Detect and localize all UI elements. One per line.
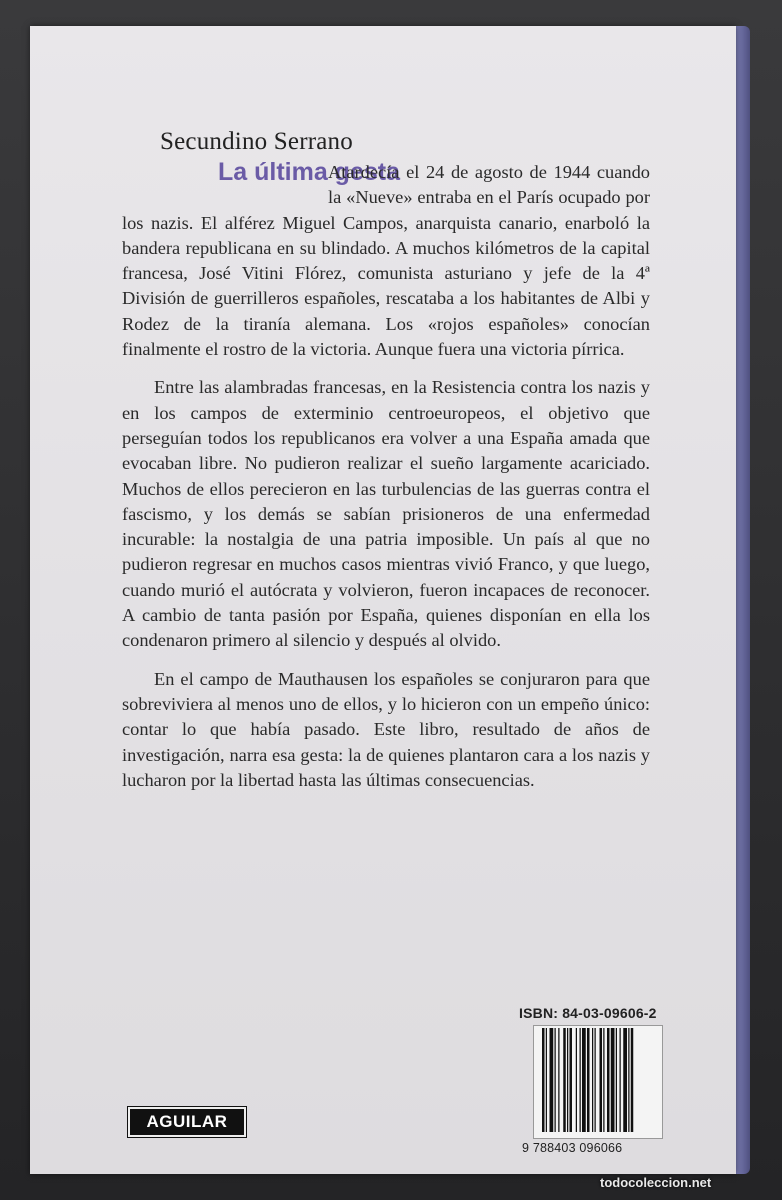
isbn-label: ISBN: 84-03-09606-2 — [519, 1005, 657, 1021]
author-name: Secundino Serrano — [160, 128, 353, 155]
synopsis-paragraph: En el campo de Mauthausen los españoles se conjuraron para que sobreviviera al menos uno de ellos, y lo hicieron con un empeño único: contar lo que había pasado. Este libro, resultado de años de investigación, narra esa gesta: la de quienes plantaron cara a los nazis y lucharon por la libertad hasta las últimas consecuencias. — [122, 668, 650, 790]
synopsis-text — [122, 160, 650, 806]
barcode-digits: 9 788403 096066 — [522, 1141, 623, 1155]
book-title: La última gesta — [218, 158, 400, 186]
barcode — [533, 1025, 663, 1139]
publisher-logo — [128, 1107, 246, 1137]
synopsis-paragraph: Atardecía el 24 de agosto de 1944 cuando la «Nueve» entraba en el París ocupado por los nazis. El alférez Miguel Campos, anarquista canario, enarboló la bandera republicana en su blindado. A muchos kilómetros de la capital francesa, José Vitini Flórez, comunista asturiano y jefe de la 4ª División de guerrilleros españoles, rescataba a los habitantes de Albi y Rodez de la tiranía alemana. Los «rojos españoles» conocían finalmente el rostro de la victoria. Aunque fuera una victoria pírrica. — [122, 162, 650, 360]
barcode-bars — [540, 1028, 656, 1134]
synopsis-paragraph: Entre las alambradas francesas, en la Resistencia contra los nazis y en los campos de exterminio centroeuropeos, el objetivo que perseguían todos los republicanos era volver a una España amada que evocaban libre. No pudieron realizar el sueño largamente acariciado. Muchos de ellos perecieron en las turbulencias de las guerras contra el fascismo, y los demás se sabían prisioneros de una enfermedad incurable: la nostalgia de una patria imposible. Un país al que no pudieron regresar en muchos casos mientras vivió Franco, y que luego, cuando murió el autócrata y volvieron, fueron incapaces de reconocer. A cambio de tanta pasión por España, quienes disponían en ella los condenaron primero al silencio y después al olvido. — [122, 377, 650, 651]
site-watermark: todocoleccion.net — [600, 1175, 712, 1190]
publisher-logo-text: AGUILAR — [146, 1112, 228, 1131]
